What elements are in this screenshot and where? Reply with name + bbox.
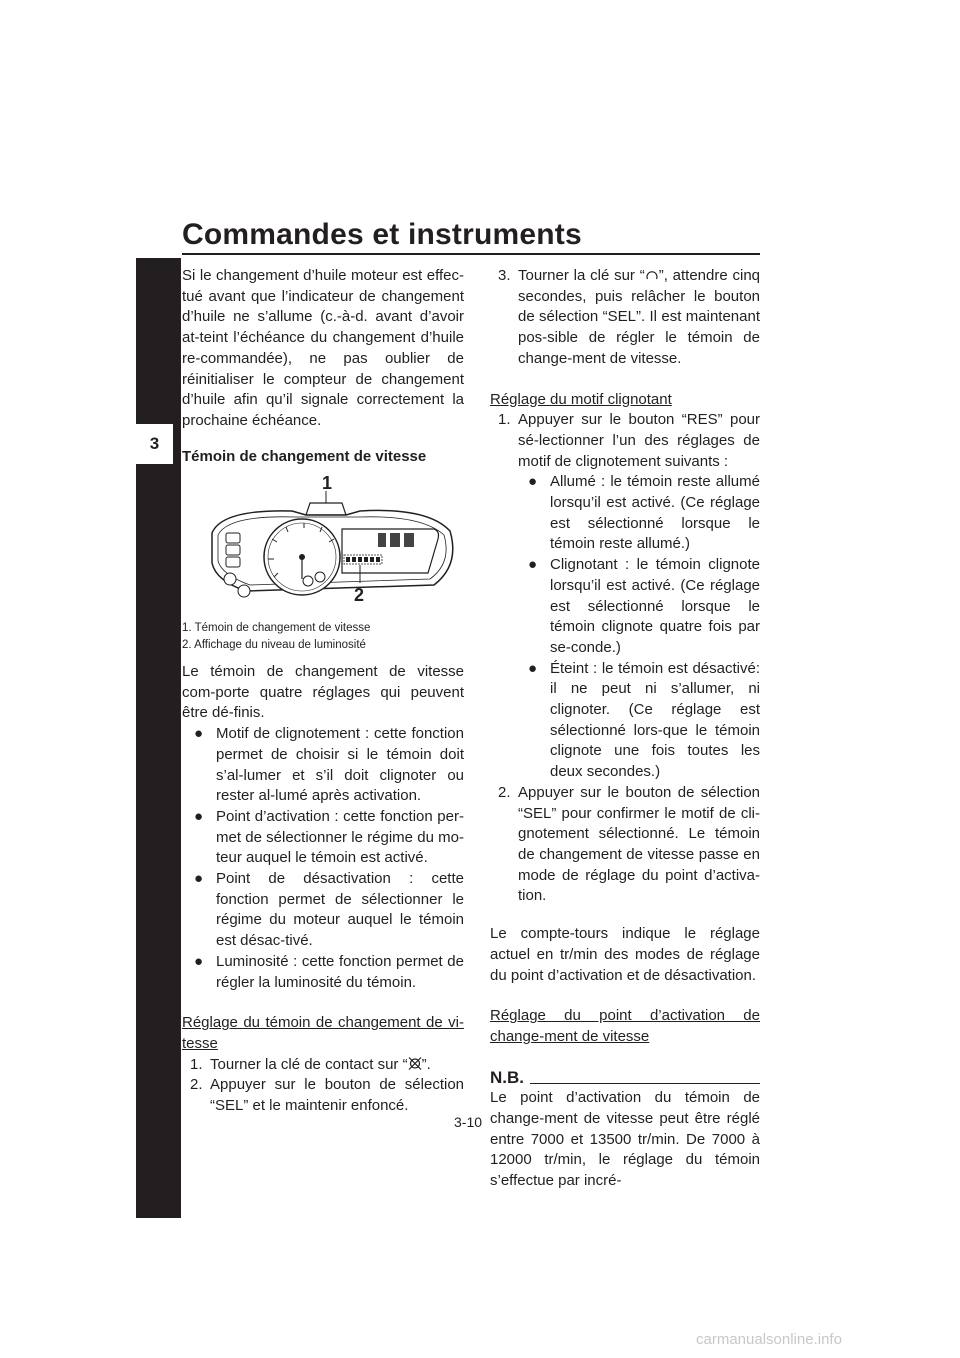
note-header: N.B. <box>490 1068 760 1089</box>
figure-caption-2: 2. Affichage du niveau de luminosité <box>182 639 366 652</box>
note-text: Le point d’activation du témoin de change-ment de vitesse peut être réglé entre 7000 et 13500 tr/min. De 7000 à 12000 tr/min, le réglage du témoin s’effectue par incré- <box>490 1089 760 1190</box>
bullet-item: ● Point de désactivation : cette fonction permet de sélectionner le régime du moteur auquel le témoin est désac-tivé. <box>194 870 464 950</box>
title-rule <box>182 253 760 255</box>
subheading: Réglage du point d’activation de change-ment de vitesse <box>490 1007 760 1045</box>
bullet-item: ● Luminosité : cette fonction permet de régler la luminosité du témoin. <box>194 952 464 991</box>
bullet-icon: ● <box>194 807 204 825</box>
page-title: Commandes et instruments <box>182 218 582 251</box>
key-on-icon <box>645 267 659 284</box>
bullet-icon: ● <box>194 870 204 888</box>
chapter-number: 3 <box>149 434 160 453</box>
callout-1: 1 <box>322 473 333 494</box>
body-paragraph: Le témoin de changement de vitesse com-porte quatre réglages qui peuvent être dé-finis. <box>182 663 464 722</box>
instrument-cluster-figure <box>182 473 464 613</box>
step-2: 2. Appuyer sur le bouton de sélection “SEL” pour confirmer le motif de cli-gnotement sélectionné. Le témoin de changement de vitesse passe en mode de réglage du point d’activa-tion. <box>498 783 760 905</box>
figure-caption-1: 1. Témoin de changement de vitesse <box>182 622 371 635</box>
callout-2: 2 <box>354 585 365 606</box>
page-number: 3-10 <box>454 1114 483 1130</box>
left-column <box>182 266 464 1117</box>
intro-paragraph: Si le changement d’huile moteur est effec-tué avant que l’indicateur de changement d’huile ne s’allume (c.-à-d. avant d’avoir at-teint l’échéance du changement d’huile re-commandée), ne pas oublier de réinitialiser le compteur de changement d’huile afin qu’il signale correctement la prochaine échéance. <box>182 267 464 429</box>
chapter-tab <box>136 258 181 1218</box>
option-item: ● Éteint : le témoin est désactivé: il ne peut ni s’allumer, ni clignoter. (Ce réglage est sélectionné lors-que le témoin clignote une fois toutes les deux secondes.) <box>528 659 760 781</box>
bullet-icon: ● <box>194 725 204 743</box>
bullet-icon: ● <box>528 556 538 574</box>
bullet-icon: ● <box>194 952 204 970</box>
bullet-item: ● Point d’activation : cette fonction per-met de sélectionner le régime du mo-teur auquel le témoin est activé. <box>194 807 464 867</box>
option-item: ● Allumé : le témoin reste allumé lorsqu’il est activé. (Ce réglage est sélectionné lorsque le témoin reste allumé.) <box>528 473 760 553</box>
key-off-icon <box>408 1056 422 1073</box>
subheading: Réglage du motif clignotant <box>490 390 672 408</box>
step-2: 2. Appuyer sur le bouton de sélection “SEL” et le maintenir enfoncé. <box>190 1076 464 1115</box>
step-1: 1. Tourner la clé de contact sur “ ”. <box>190 1055 431 1073</box>
step-3: 3. Tourner la clé sur “ ”, attendre cinq secondes, puis relâcher le bouton de sélection “SEL”. Il est maintenant pos-sible de régler le témoin de change-ment de vitesse. <box>498 267 760 367</box>
step-1: 1. Appuyer sur le bouton “RES” pour sé-lectionner l’un des réglages de motif de clignotement suivants : <box>498 411 760 470</box>
body-paragraph: Le compte-tours indique le réglage actuel en tr/min des modes de réglage du point d’activation et de désactivation. <box>490 925 760 984</box>
option-item: ● Clignotant : le témoin clignote lorsqu’il est activé. (Ce réglage est sélectionné lorsque le témoin clignote quatre fois par se-conde.) <box>528 556 760 656</box>
subheading: Réglage du témoin de changement de vi-tesse <box>182 1014 464 1052</box>
footer-watermark: carmanualsonline.info <box>696 1331 842 1348</box>
bullet-icon: ● <box>528 659 538 677</box>
section-heading: Témoin de changement de vitesse <box>182 447 427 465</box>
bullet-icon: ● <box>528 473 538 491</box>
bullet-item: ● Motif de clignotement : cette fonction permet de choisir si le témoin doit s’al-lumer et s’il doit clignoter ou rester al-lumé après activation. <box>194 725 464 805</box>
right-column <box>490 266 760 1192</box>
